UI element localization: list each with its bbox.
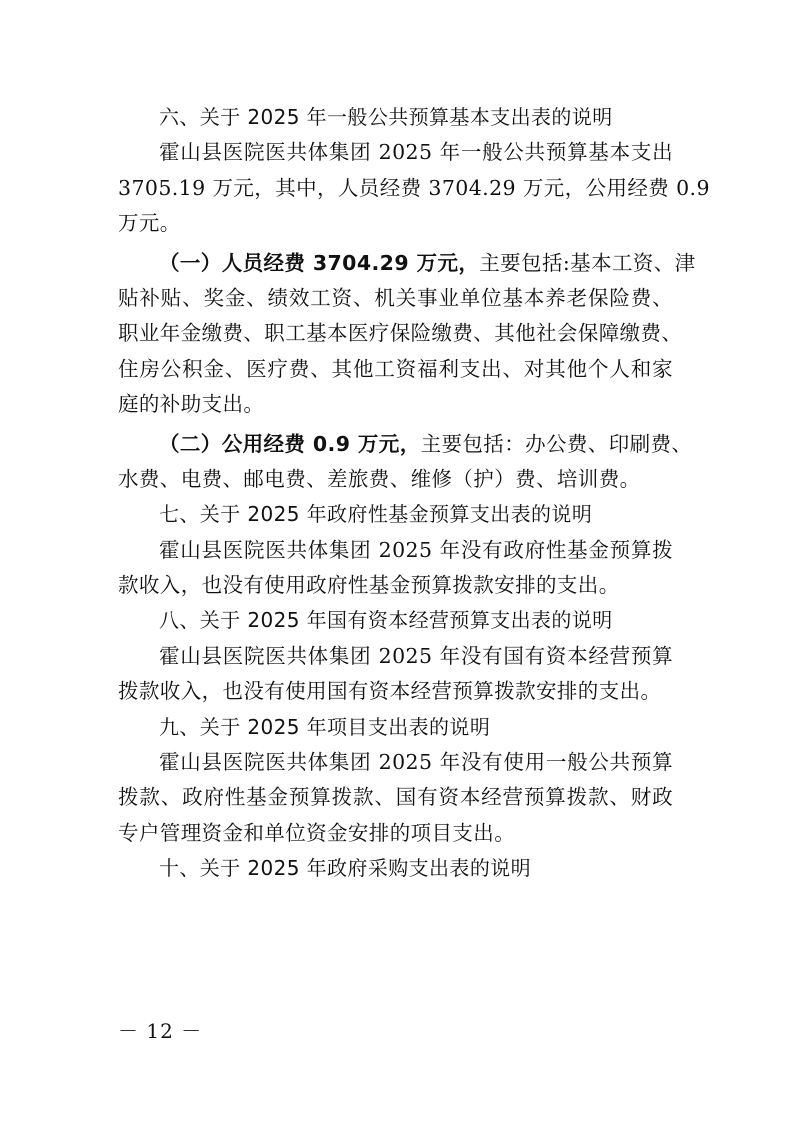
paragraph-line: 专户管理资金和单位资金安排的项目支出。 [118,820,516,845]
paragraph-line [118,246,696,281]
paragraph-line: 霍山县医院医共体集团 2025 年一般公共预算基本支出 [159,140,673,165]
paragraph-line: 霍山县医院医共体集团 2025 年没有使用一般公共预算 [159,750,673,775]
document-page [118,100,710,887]
section-heading: 十、关于 2025 年政府采购支出表的说明 [159,856,532,881]
subsection-lead: （一）人员经费 3704.29 万元， [159,250,480,275]
paragraph-line: 霍山县医院医共体集团 2025 年没有政府性基金预算拨 [159,537,673,562]
section-heading: 八、关于 2025 年国有资本经营预算支出表的说明 [159,608,613,633]
paragraph-line: 住房公积金、医疗费、其他工资福利支出、对其他个人和家 [118,356,673,381]
paragraph-line: 拨款收入，也没有使用国有资本经营预算拨款安排的支出。 [118,679,662,704]
paragraph-line: 贴补贴、奖金、绩效工资、机关事业单位基本养老保险费、 [118,285,673,310]
subsection-lead: （二）公用经费 0.9 万元， [159,431,421,456]
paragraph-line: 霍山县医院医共体集团 2025 年没有国有资本经营预算 [159,643,673,668]
paragraph-text: 主要包括:基本工资、津 [479,250,696,275]
paragraph-text: 主要包括：办公费、印刷费、 [420,431,693,456]
paragraph-line: 水费、电费、邮电费、差旅费、维修（护）费、培训费。 [118,466,641,491]
paragraph-line: 款收入，也没有使用政府性基金预算拨款安排的支出。 [118,573,620,598]
paragraph-line [118,427,693,462]
paragraph-line: 万元。 [118,211,181,236]
section-heading: 六、关于 2025 年一般公共预算基本支出表的说明 [159,105,613,129]
section-heading: 七、关于 2025 年政府性基金预算支出表的说明 [159,502,593,527]
page-number: － 12 － [118,1019,203,1043]
paragraph-line: 3705.19 万元，其中，人员经费 3704.29 万元，公用经费 0.9 [118,175,710,200]
section-heading: 九、关于 2025 年项目支出表的说明 [159,714,491,739]
paragraph-line: 庭的补助支出。 [118,392,265,417]
paragraph-line: 职业年金缴费、职工基本医疗保险缴费、其他社会保障缴费、 [118,321,683,346]
paragraph-line: 拨款、政府性基金预算拨款、国有资本经营预算拨款、财政 [118,785,673,810]
